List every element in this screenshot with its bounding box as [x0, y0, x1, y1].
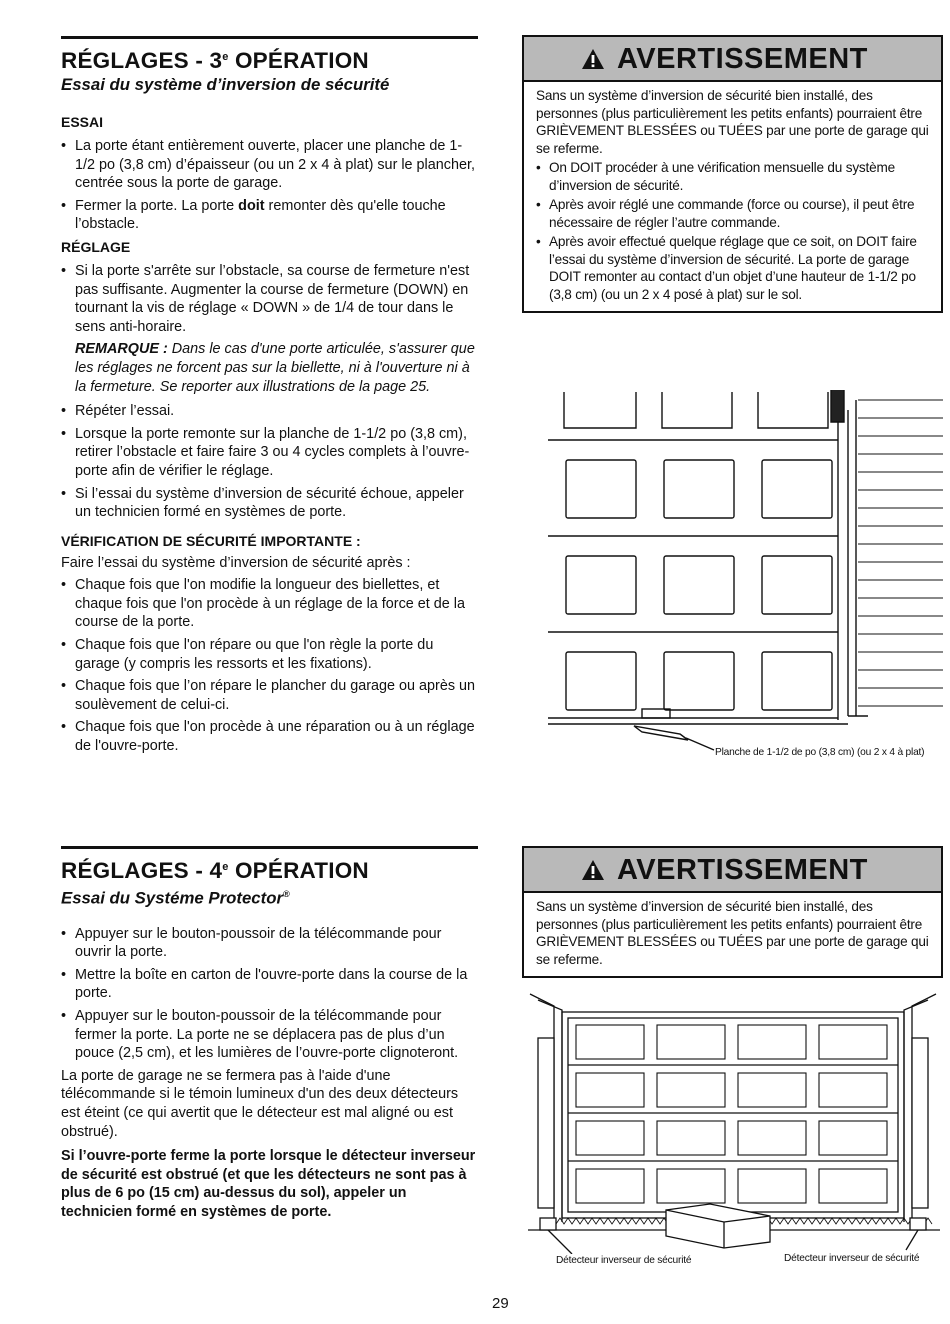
reglage-list	[61, 262, 478, 336]
list-item: • Mettre la boîte en carton de l'ouvre-porte dans la course de la porte.	[61, 966, 478, 1003]
essai-heading: ESSAI	[61, 114, 104, 130]
list-item: • Chaque fois que l'on procède à une réparation ou à un réglage de l'ouvre-porte.	[61, 718, 478, 755]
warning-title: AVERTISSEMENT	[617, 853, 868, 886]
section-rule	[61, 36, 478, 39]
remarque-note: REMARQUE : Dans le cas d'une porte articulée, s'assurer que les réglages ne forcent pas sur la biellette, ni à l'ouverture ni à la fermeture. Se reporter aux illustrations de la page 25.	[75, 341, 475, 395]
warning-triangle-icon	[581, 859, 605, 881]
list-item: • Chaque fois que l'on répare ou que l'on règle la porte du garage (y compris les ressorts et les fixations).	[61, 636, 478, 673]
list-item: • Chaque fois que l'on modifie la longueur des biellettes, et chaque fois que l'on procède à un réglage de la force et de la course de la porte.	[61, 576, 478, 632]
section-4-title: RÉGLAGES - 4e OPÉRATION	[61, 858, 369, 883]
section-3-title: RÉGLAGES - 3e OPÉRATION	[61, 48, 369, 73]
warning-intro: Sans un système d’inversion de sécurité bien installé, des personnes (plus particulièrement les petits enfants) pourraient être GRIÈVEMENT BLESSÉES ou TUÉES par une porte de garage qui se referme.	[536, 899, 929, 967]
list-item: • Si l’essai du système d’inversion de sécurité échoue, appeler un technicien formé en systèmes de porte.	[61, 485, 478, 522]
reglage-list-rest	[61, 402, 478, 522]
list-item: • On DOIT procéder à une vérification mensuelle du système d’inversion de sécurité.	[536, 159, 929, 194]
protector-bold-paragraph: Si l’ouvre-porte ferme la porte lorsque le détecteur inverseur de sécurité est obstrué (et que les détecteurs ne sont pas à plus de 6 po (15 cm) au-dessus du sol), appeler un technicien formé en systèmes de porte.	[61, 1148, 476, 1220]
warning-title: AVERTISSEMENT	[617, 42, 868, 75]
section-4-subtitle: Essai du Systéme Protector®	[61, 888, 290, 908]
list-item: • Lorsque la porte remonte sur la planche de 1-1/2 po (3,8 cm), retirer l’obstacle et faire faire 3 ou 4 cycles complets à l’ouvre-porte afin de vérifier le réglage.	[61, 425, 478, 481]
verification-intro: Faire l’essai du système d’inversion de sécurité après :	[61, 554, 411, 571]
section-4	[61, 846, 478, 1222]
warning-intro: Sans un système d’inversion de sécurité bien installé, des personnes (plus particulièrement les petits enfants) pourraient être GRIÈVEMENT BLESSÉES ou TUÉES par une porte de garage qui se referme.	[536, 88, 929, 156]
list-item: • Fermer la porte. La porte doit remonter dès qu'elle touche l’obstacle.	[61, 197, 478, 234]
reglage-heading: RÉGLAGE	[61, 238, 131, 255]
list-item: • Chaque fois que l’on répare le plancher du garage ou après un soulèvement de celui-ci.	[61, 677, 478, 714]
list-item: • Après avoir effectué quelque réglage que ce soit, on DOIT faire l’essai du système d’inversion de sécurité. La porte de garage DOIT remonter au contact d’un objet d’une hauteur de 1-1/2 po (3,8 cm) (ou un 2 x 4 posé à plat) sur le sol.	[536, 233, 929, 303]
warning-body	[524, 82, 941, 311]
list-item: • Répéter l’essai.	[61, 402, 478, 421]
warning-header	[524, 37, 941, 82]
essai-list	[61, 137, 478, 234]
garage-door-board-illustration	[548, 390, 948, 770]
list-item: • Après avoir réglé une commande (force ou course), il peut être nécessaire de régler l’autre commande.	[536, 196, 929, 231]
figure-1-caption: Planche de 1-1/2 de po (3,8 cm) (ou 2 x 4 à plat)	[715, 747, 925, 758]
protector-paragraph: La porte de garage ne se fermera pas à l'aide d'une télécommande si le témoin lumineux d'un des deux détecteurs est éteint (ce qui avertit que le détecteur est mal aligné ou est obstrué).	[61, 1067, 459, 1140]
list-item: • La porte étant entièrement ouverte, placer une planche de 1-1/2 po (3,8 cm) d’épaisseur (ou un 2 x 4 à plat) sur le plancher, centrée sous la porte de garage.	[61, 137, 478, 193]
protector-list	[61, 925, 478, 1063]
garage-door-sensors-illustration	[528, 992, 940, 1254]
page-number: 29	[492, 1295, 509, 1312]
section-3	[61, 36, 478, 760]
warning-box-2	[522, 846, 943, 978]
verification-list	[61, 576, 478, 755]
list-item: • Appuyer sur le bouton-poussoir de la télécommande pour fermer la porte. La porte ne se déplacera pas de plus d’un pouce (2,5 cm), et les lumières de l’ouvre-porte clignoteront.	[61, 1007, 478, 1063]
warning-list	[536, 159, 929, 303]
section-rule	[61, 846, 478, 849]
warning-box-1	[522, 35, 943, 313]
warning-header	[524, 848, 941, 893]
figure-2-caption-right: Détecteur inverseur de sécurité	[784, 1253, 920, 1264]
list-item: • Appuyer sur le bouton-poussoir de la télécommande pour ouvrir la porte.	[61, 925, 478, 962]
figure-2-caption-left: Détecteur inverseur de sécurité	[556, 1255, 692, 1266]
warning-body	[524, 893, 941, 976]
verification-heading: VÉRIFICATION DE SÉCURITÉ IMPORTANTE :	[61, 532, 361, 549]
section-3-subtitle: Essai du système d’inversion de sécurité	[61, 75, 390, 94]
list-item: • Si la porte s'arrête sur l’obstacle, sa course de fermeture n'est pas suffisante. Augmenter la course de fermeture (DOWN) en tournant la vis de réglage « DOWN » de 1/4 de tour dans le sens anti-horaire.	[61, 262, 478, 336]
warning-triangle-icon	[581, 48, 605, 70]
